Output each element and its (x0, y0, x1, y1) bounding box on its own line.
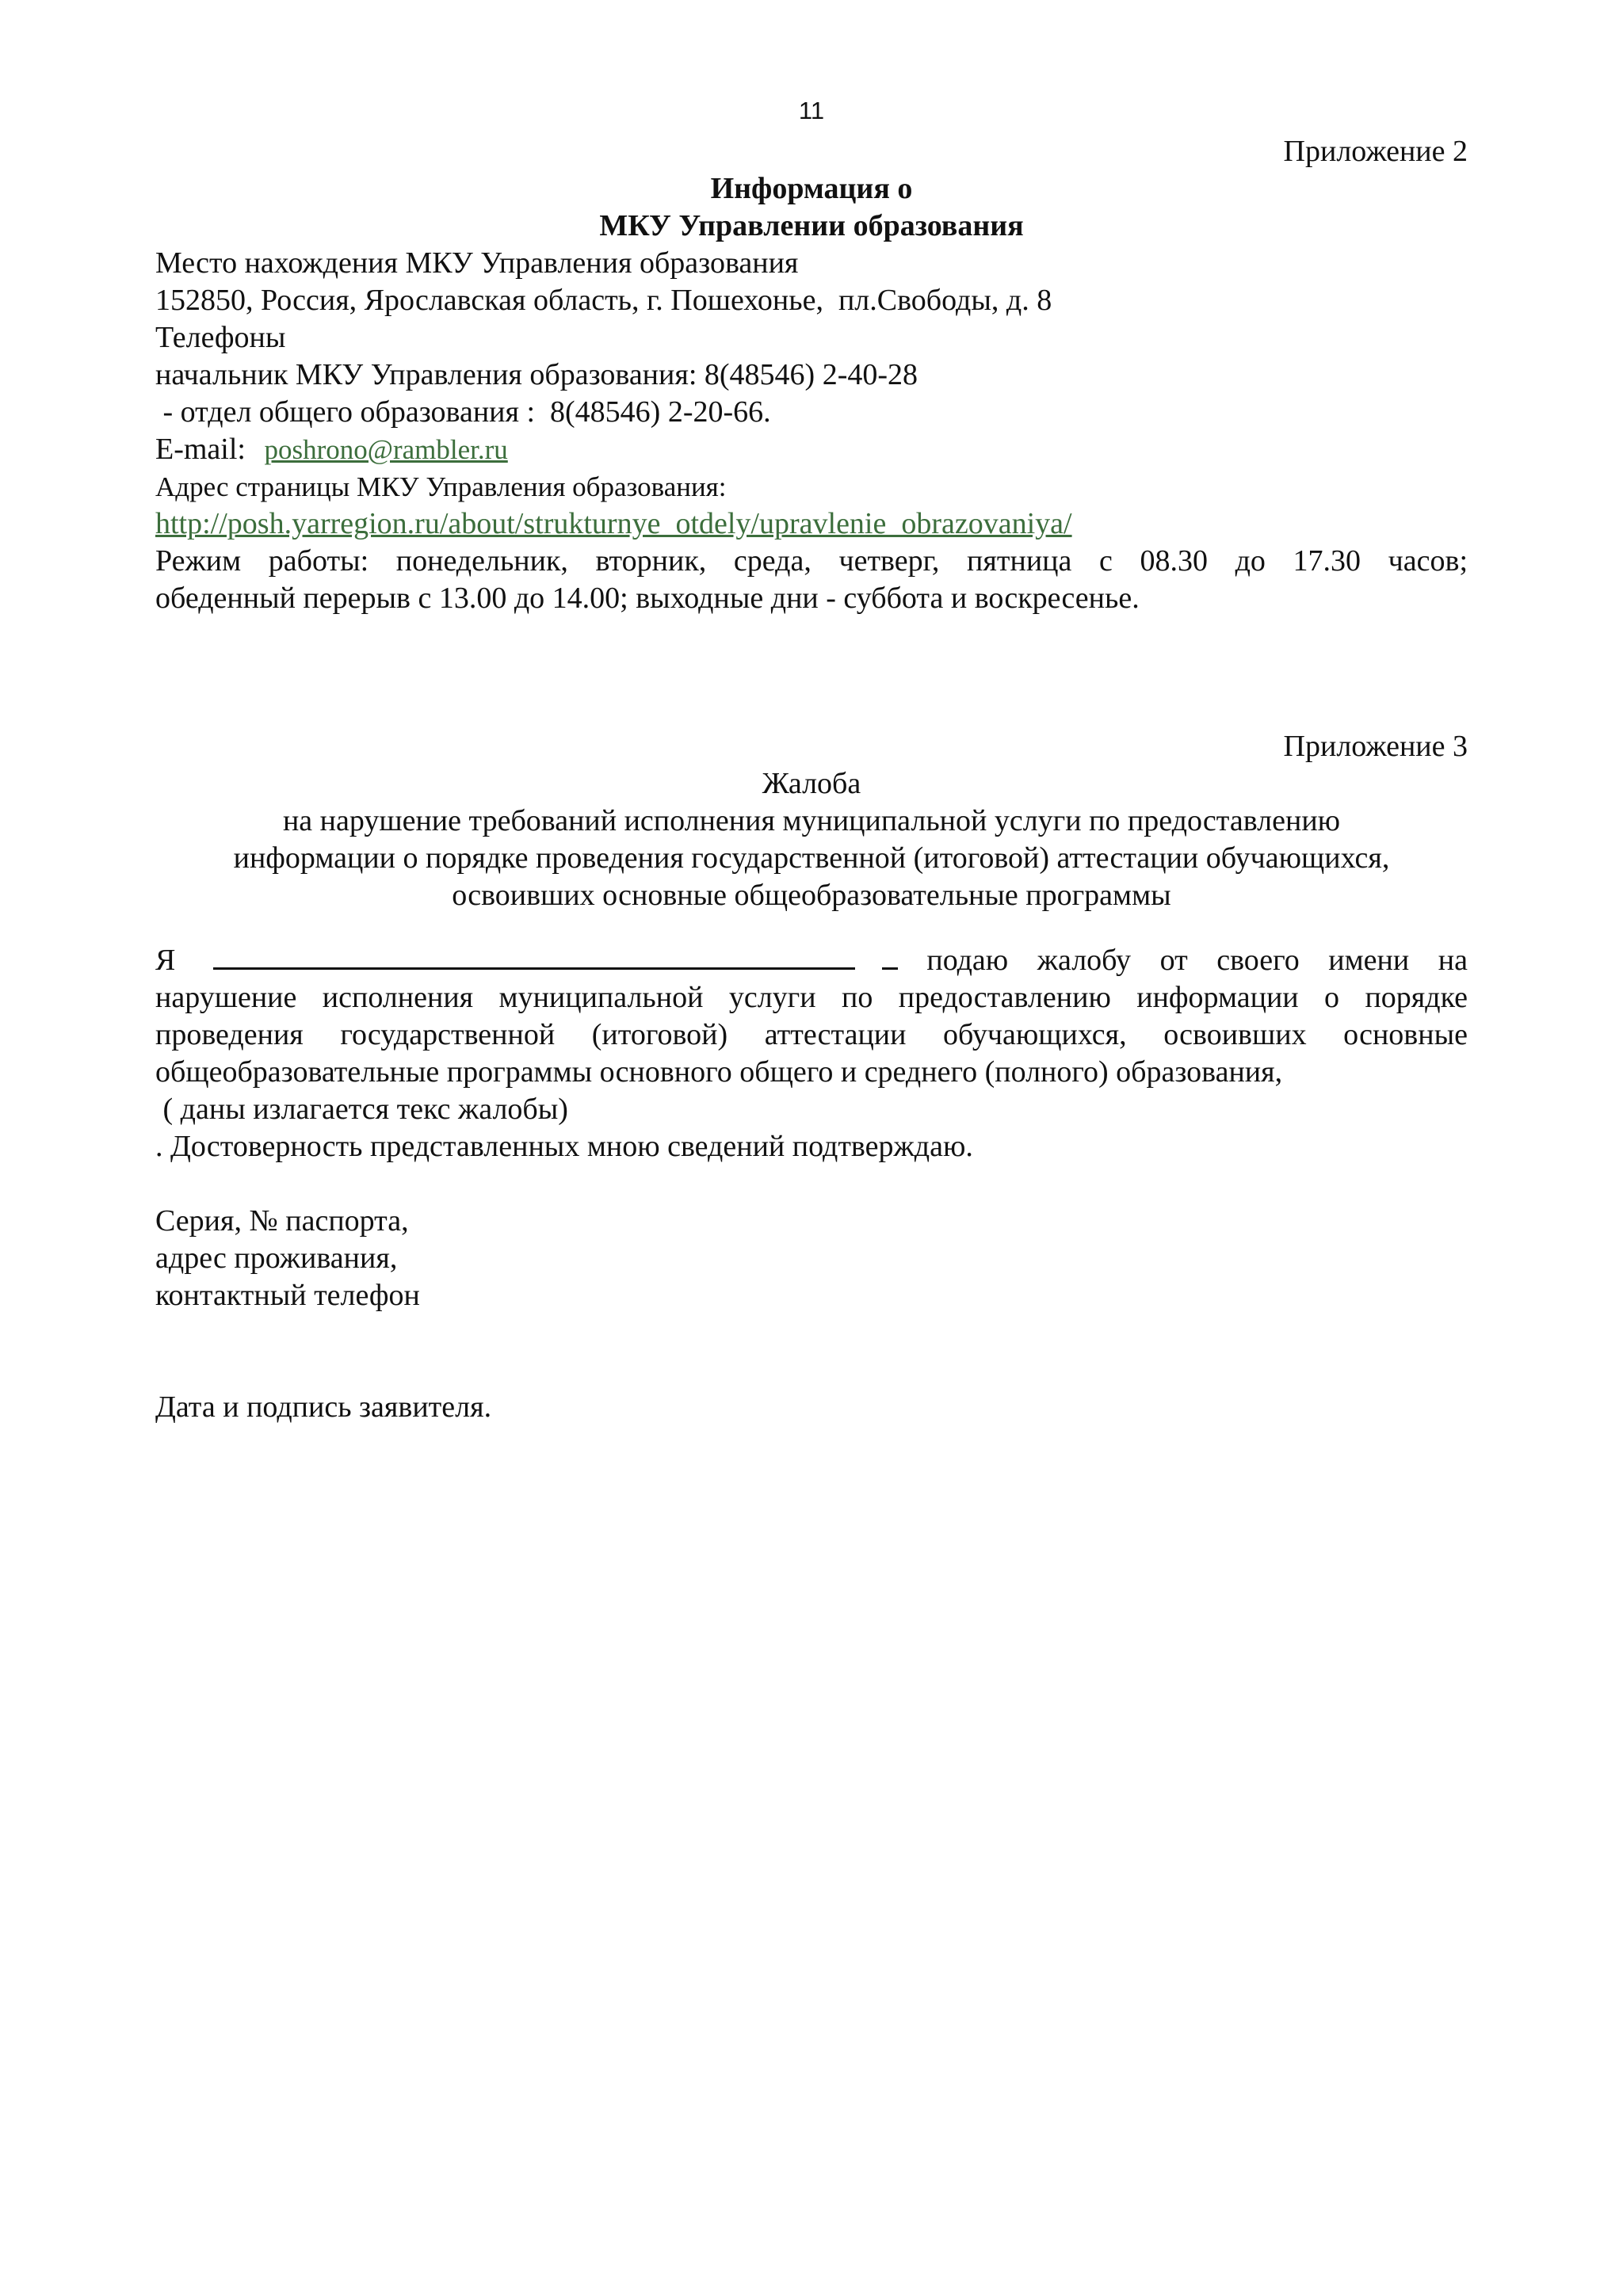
complaint-subtitle-line-2: информации о порядке проведения государственной (итоговой) аттестации обучающихся, (233, 841, 1390, 875)
complaint-body-line-3: проведения государственной (итоговой) аттестации обучающихся, освоивших основные (155, 1018, 1468, 1051)
section-spacer (155, 617, 1468, 728)
complaint-subtitle-line-3: освоивших основные общеобразовательные программы (452, 879, 1171, 912)
applicant-name-blank-tail (882, 940, 898, 970)
page-number: 11 (798, 97, 825, 124)
ya-tail-word: жалобу (1037, 944, 1132, 977)
page-address-label: Адрес страницы МКУ Управления образования: (155, 471, 727, 502)
paragraph-spacer (155, 1314, 1468, 1389)
ya-tail-word: своего (1216, 944, 1300, 977)
ya-tail-words (926, 942, 1468, 979)
schedule-line-2: обеденный перерыв с 13.00 до 14.00; выходные дни - суббота и воскресенье. (155, 582, 1140, 615)
passport-field-label: Серия, № паспорта, (155, 1204, 409, 1238)
location-label: Место нахождения МКУ Управления образования (155, 246, 799, 280)
email-label: E-mail: (155, 433, 246, 466)
ya-tail-word: подаю (926, 944, 1009, 977)
appendix-2-label: Приложение 2 (1283, 135, 1468, 168)
complaint-body-line-5: ( даны излагается текс жалобы) (155, 1093, 568, 1126)
appendix-2-title-line-2: МКУ Управлении образования (599, 209, 1024, 242)
applicant-name-blank[interactable] (213, 940, 855, 970)
schedule-line-1: Режим работы: понедельник, вторник, среда, четверг, пятница с 08.30 до 17.30 часов; (155, 544, 1468, 578)
email-row (155, 431, 1468, 468)
ya-word: Я (155, 944, 176, 977)
complaint-body-line-6: . Достоверность представленных мною сведений подтверждаю. (155, 1130, 973, 1163)
residence-field-label: адрес проживания, (155, 1241, 398, 1275)
appendix-3-section (155, 728, 1468, 1426)
complaint-body-line-2: нарушение исполнения муниципальной услуги по предоставлению информации о порядке (155, 981, 1468, 1014)
complaint-title: Жалоба (762, 767, 861, 800)
page-url-link[interactable]: http://posh.yarregion.ru/about/strukturnye_otdely/upravlenie_obrazovaniya/ (155, 507, 1072, 540)
document-body (155, 133, 1468, 1426)
email-link[interactable]: poshrono@rambler.ru (264, 434, 508, 465)
appendix-3-label: Приложение 3 (1283, 730, 1468, 763)
phones-label: Телефоны (155, 321, 286, 354)
postal-address: 152850, Россия, Ярославская область, г. Пошехонье, пл.Свободы, д. 8 (155, 284, 1052, 317)
paragraph-spacer (155, 914, 1468, 940)
appendix-2-section (155, 133, 1468, 617)
complaint-body-line-4: общеобразовательные программы основного общего и среднего (полного) образования, (155, 1055, 1283, 1089)
applicant-name-line (155, 940, 1468, 979)
ya-tail-word: на (1438, 944, 1468, 977)
ya-tail-word: имени (1328, 944, 1410, 977)
date-signature-label: Дата и подпись заявителя. (155, 1390, 492, 1424)
phone-department: - отдел общего образования : 8(48546) 2-20-66. (155, 395, 771, 429)
contact-phone-field-label: контактный телефон (155, 1279, 420, 1312)
complaint-subtitle-line-1: на нарушение требований исполнения муниципальной услуги по предоставлению (282, 804, 1341, 837)
phone-head: начальник МКУ Управления образования: 8(48546) 2-40-28 (155, 358, 918, 391)
ya-tail-word: от (1159, 944, 1188, 977)
appendix-2-title-line-1: Информация о (710, 172, 913, 205)
paragraph-spacer (155, 1165, 1468, 1203)
